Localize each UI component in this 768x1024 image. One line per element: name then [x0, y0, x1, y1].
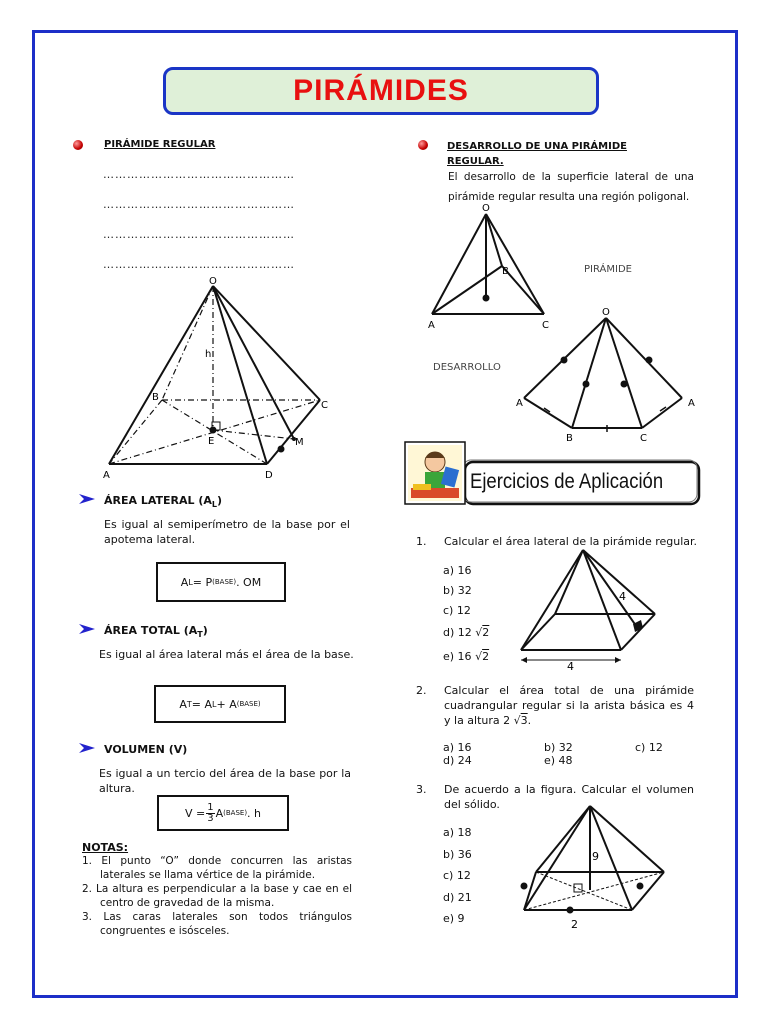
- page-title: PIRÁMIDES: [293, 74, 469, 107]
- volumen-text: Es igual a un tercio del área de la base por la altura.: [99, 767, 351, 795]
- area-total-heading: ÁREA TOTAL $(A_T)$: [104, 624, 208, 640]
- label-desarrollo: DESARROLLO: [433, 362, 501, 373]
- desarrollo-figure: [420, 200, 710, 450]
- label-c: C: [542, 320, 549, 331]
- nota-item: 1. El punto “O” donde concurren las aristas laterales se llama vértice de la pirámide.: [82, 855, 352, 881]
- label-o: O: [602, 307, 610, 318]
- label-d: D: [265, 470, 273, 481]
- arrow-icon: [79, 494, 95, 504]
- label-e: E: [208, 436, 215, 447]
- q3-option-e[interactable]: e) 9: [443, 912, 465, 925]
- regular-pyramid-figure: [95, 272, 355, 484]
- desarrollo-text: El desarrollo de la superficie lateral de una pirámide regular resulta una región poligonal.: [448, 171, 694, 203]
- label-o: O: [482, 203, 490, 214]
- area-lateral-text: Es igual al semiperímetro de la base por el apotema lateral.: [104, 518, 350, 546]
- red-bullet-icon: [73, 140, 83, 150]
- title-box: [163, 67, 599, 115]
- q3-option-d[interactable]: d) 21: [443, 891, 472, 904]
- q1-side-label: 4: [619, 590, 626, 603]
- q1-option-b[interactable]: b) 32: [443, 584, 472, 597]
- desarrollo-heading: DESARROLLO DE UNA PIRÁMIDE REGULAR.: [447, 141, 627, 167]
- label-a: A: [516, 398, 523, 409]
- q1-number: 1.: [416, 535, 427, 548]
- q3-number: 3.: [416, 783, 427, 796]
- volumen-formula: V = $\frac{1}{3}$ A (BASE) . h: [157, 795, 289, 831]
- nota-item: 2. La altura es perpendicular a la base y cae en el centro de gravedad de la misma.: [82, 883, 352, 909]
- q3-text: De acuerdo a la figura. Calcular el volumen del sólido.: [444, 783, 694, 811]
- blank-line-1: …………………………………………: [103, 168, 295, 181]
- blank-line-4: …………………………………………: [103, 258, 295, 271]
- q2-text: Calcular el área total de una pirámide cuadrangular regular si la arista básica es 4 y la altura 2 √3.: [444, 684, 694, 727]
- nota-item: 3. Las caras laterales son todos triángulos congruentes e isósceles.: [82, 911, 352, 937]
- label-piramide: PIRÁMIDE: [584, 264, 632, 275]
- notas-title: NOTAS:: [82, 841, 129, 854]
- q3-height-label: 9: [592, 850, 599, 863]
- q3-option-b[interactable]: b) 36: [443, 848, 472, 861]
- q2-number: 2.: [416, 684, 427, 697]
- q2-option-a[interactable]: a) 16: [443, 741, 472, 754]
- label-b: B: [152, 392, 159, 403]
- area-lateral-heading: ÁREA LATERAL $(A_L)$: [104, 494, 223, 510]
- arrow-icon: [79, 624, 95, 634]
- label-o: O: [209, 276, 217, 287]
- notas-list: [82, 854, 352, 938]
- area-total-text: Es igual al área lateral más el área de la base.: [99, 648, 354, 661]
- label-h: h: [205, 349, 212, 360]
- label-b: B: [502, 266, 509, 277]
- area-lateral-formula: A L = P (BASE) . OM: [156, 562, 286, 602]
- area-total-formula: A T = A L + A (BASE): [154, 685, 286, 723]
- label-a: A: [103, 470, 110, 481]
- q1-base-label: 4: [567, 660, 574, 672]
- q1-option-d[interactable]: d) 12 √2: [443, 626, 490, 639]
- q2-option-d[interactable]: d) 24: [443, 754, 472, 767]
- label-b: B: [566, 433, 573, 444]
- q3-pyramid-figure: [510, 800, 670, 934]
- blank-line-3: …………………………………………: [103, 228, 295, 241]
- arrow-icon: [79, 743, 95, 753]
- pir-regular-heading: PIRÁMIDE REGULAR: [104, 139, 216, 150]
- q1-option-a[interactable]: a) 16: [443, 564, 472, 577]
- q3-option-c[interactable]: c) 12: [443, 869, 471, 882]
- label-c: C: [321, 400, 328, 411]
- label-a: A: [428, 320, 435, 331]
- label-m: M: [295, 437, 304, 448]
- q2-option-b[interactable]: b) 32: [544, 741, 573, 754]
- q1-option-e[interactable]: e) 16 √2: [443, 650, 490, 663]
- ejercicios-title: Ejercicios de Aplicación: [470, 470, 664, 493]
- q1-pyramid-figure: [515, 544, 665, 672]
- q3-base-label: 2: [571, 918, 578, 931]
- q1-option-c[interactable]: c) 12: [443, 604, 471, 617]
- q1-text: Calcular el área lateral de la pirámide regular.: [444, 535, 698, 548]
- label-c: C: [640, 433, 647, 444]
- red-bullet-icon: [418, 140, 428, 150]
- q3-option-a[interactable]: a) 18: [443, 826, 472, 839]
- q2-option-c[interactable]: c) 12: [635, 741, 663, 754]
- q2-option-e[interactable]: e) 48: [544, 754, 573, 767]
- blank-line-2: …………………………………………: [103, 198, 295, 211]
- volumen-heading: VOLUMEN (V): [104, 743, 188, 756]
- label-a: A: [688, 398, 695, 409]
